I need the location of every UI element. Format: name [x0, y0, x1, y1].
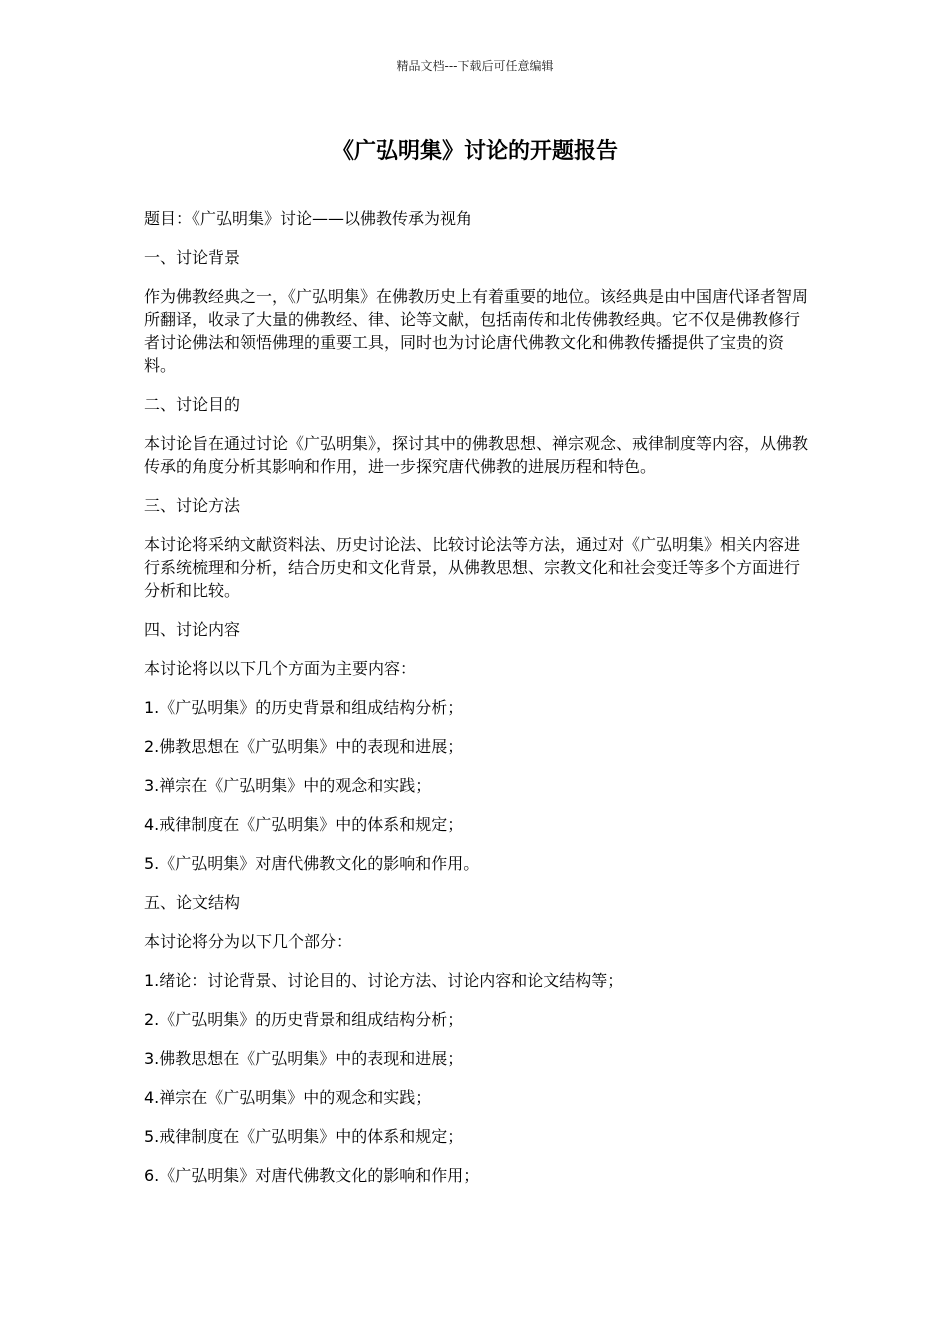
content-list-item: 3.禅宗在《广弘明集》中的观念和实践；	[144, 776, 432, 795]
section-heading-structure: 五、论文结构	[144, 893, 241, 912]
structure-list-item: 4.禅宗在《广弘明集》中的观念和实践；	[144, 1088, 432, 1107]
purpose-paragraph: 本讨论旨在通过讨论《广弘明集》，探讨其中的佛教思想、禅宗观念、戒律制度等内容，从佛教传承的角度分析其影响和作用，进一步探究唐代佛教的进展历程和特色。	[144, 434, 809, 476]
section-heading-purpose: 二、讨论目的	[144, 395, 241, 414]
content-list-item: 1.《广弘明集》的历史背景和组成结构分析；	[144, 698, 464, 717]
structure-intro: 本讨论将分为以下几个部分：	[144, 932, 353, 951]
content-list-item: 4.戒律制度在《广弘明集》中的体系和规定；	[144, 815, 464, 834]
structure-list-item: 3.佛教思想在《广弘明集》中的表现和进展；	[144, 1049, 464, 1068]
header-note: 精品文档---下载后可任意编辑	[396, 59, 554, 73]
structure-list-item: 5.戒律制度在《广弘明集》中的体系和规定；	[144, 1127, 464, 1146]
section-heading-method: 三、讨论方法	[144, 496, 241, 515]
document-body	[144, 207, 810, 1203]
structure-list-item: 1.绪论：讨论背景、讨论目的、讨论方法、讨论内容和论文结构等；	[144, 971, 624, 990]
subject-line: 题目：《广弘明集》讨论——以佛教传承为视角	[144, 209, 473, 228]
content-list-item: 5.《广弘明集》对唐代佛教文化的影响和作用。	[144, 854, 480, 873]
structure-list-item: 2.《广弘明集》的历史背景和组成结构分析；	[144, 1010, 464, 1029]
method-paragraph: 本讨论将采纳文献资料法、历史讨论法、比较讨论法等方法，通过对《广弘明集》相关内容进行系统梳理和分析，结合历史和文化背景，从佛教思想、宗教文化和社会变迁等多个方面进行分析和比较。	[144, 535, 801, 600]
structure-list-item: 6.《广弘明集》对唐代佛教文化的影响和作用；	[144, 1166, 480, 1185]
background-paragraph: 作为佛教经典之一，《广弘明集》在佛教历史上有着重要的地位。该经典是由中国唐代译者智周所翻译，收录了大量的佛教经、律、论等文献，包括南传和北传佛教经典。它不仅是佛教修行者讨论佛法和领悟佛理的重要工具，同时也为讨论唐代佛教文化和佛教传播提供了宝贵的资料。	[144, 287, 809, 375]
document-title: 《广弘明集》讨论的开题报告	[331, 139, 618, 164]
section-heading-content: 四、讨论内容	[144, 620, 241, 639]
content-intro: 本讨论将以以下几个方面为主要内容：	[144, 659, 417, 678]
content-list-item: 2.佛教思想在《广弘明集》中的表现和进展；	[144, 737, 464, 756]
section-heading-background: 一、讨论背景	[144, 248, 241, 267]
